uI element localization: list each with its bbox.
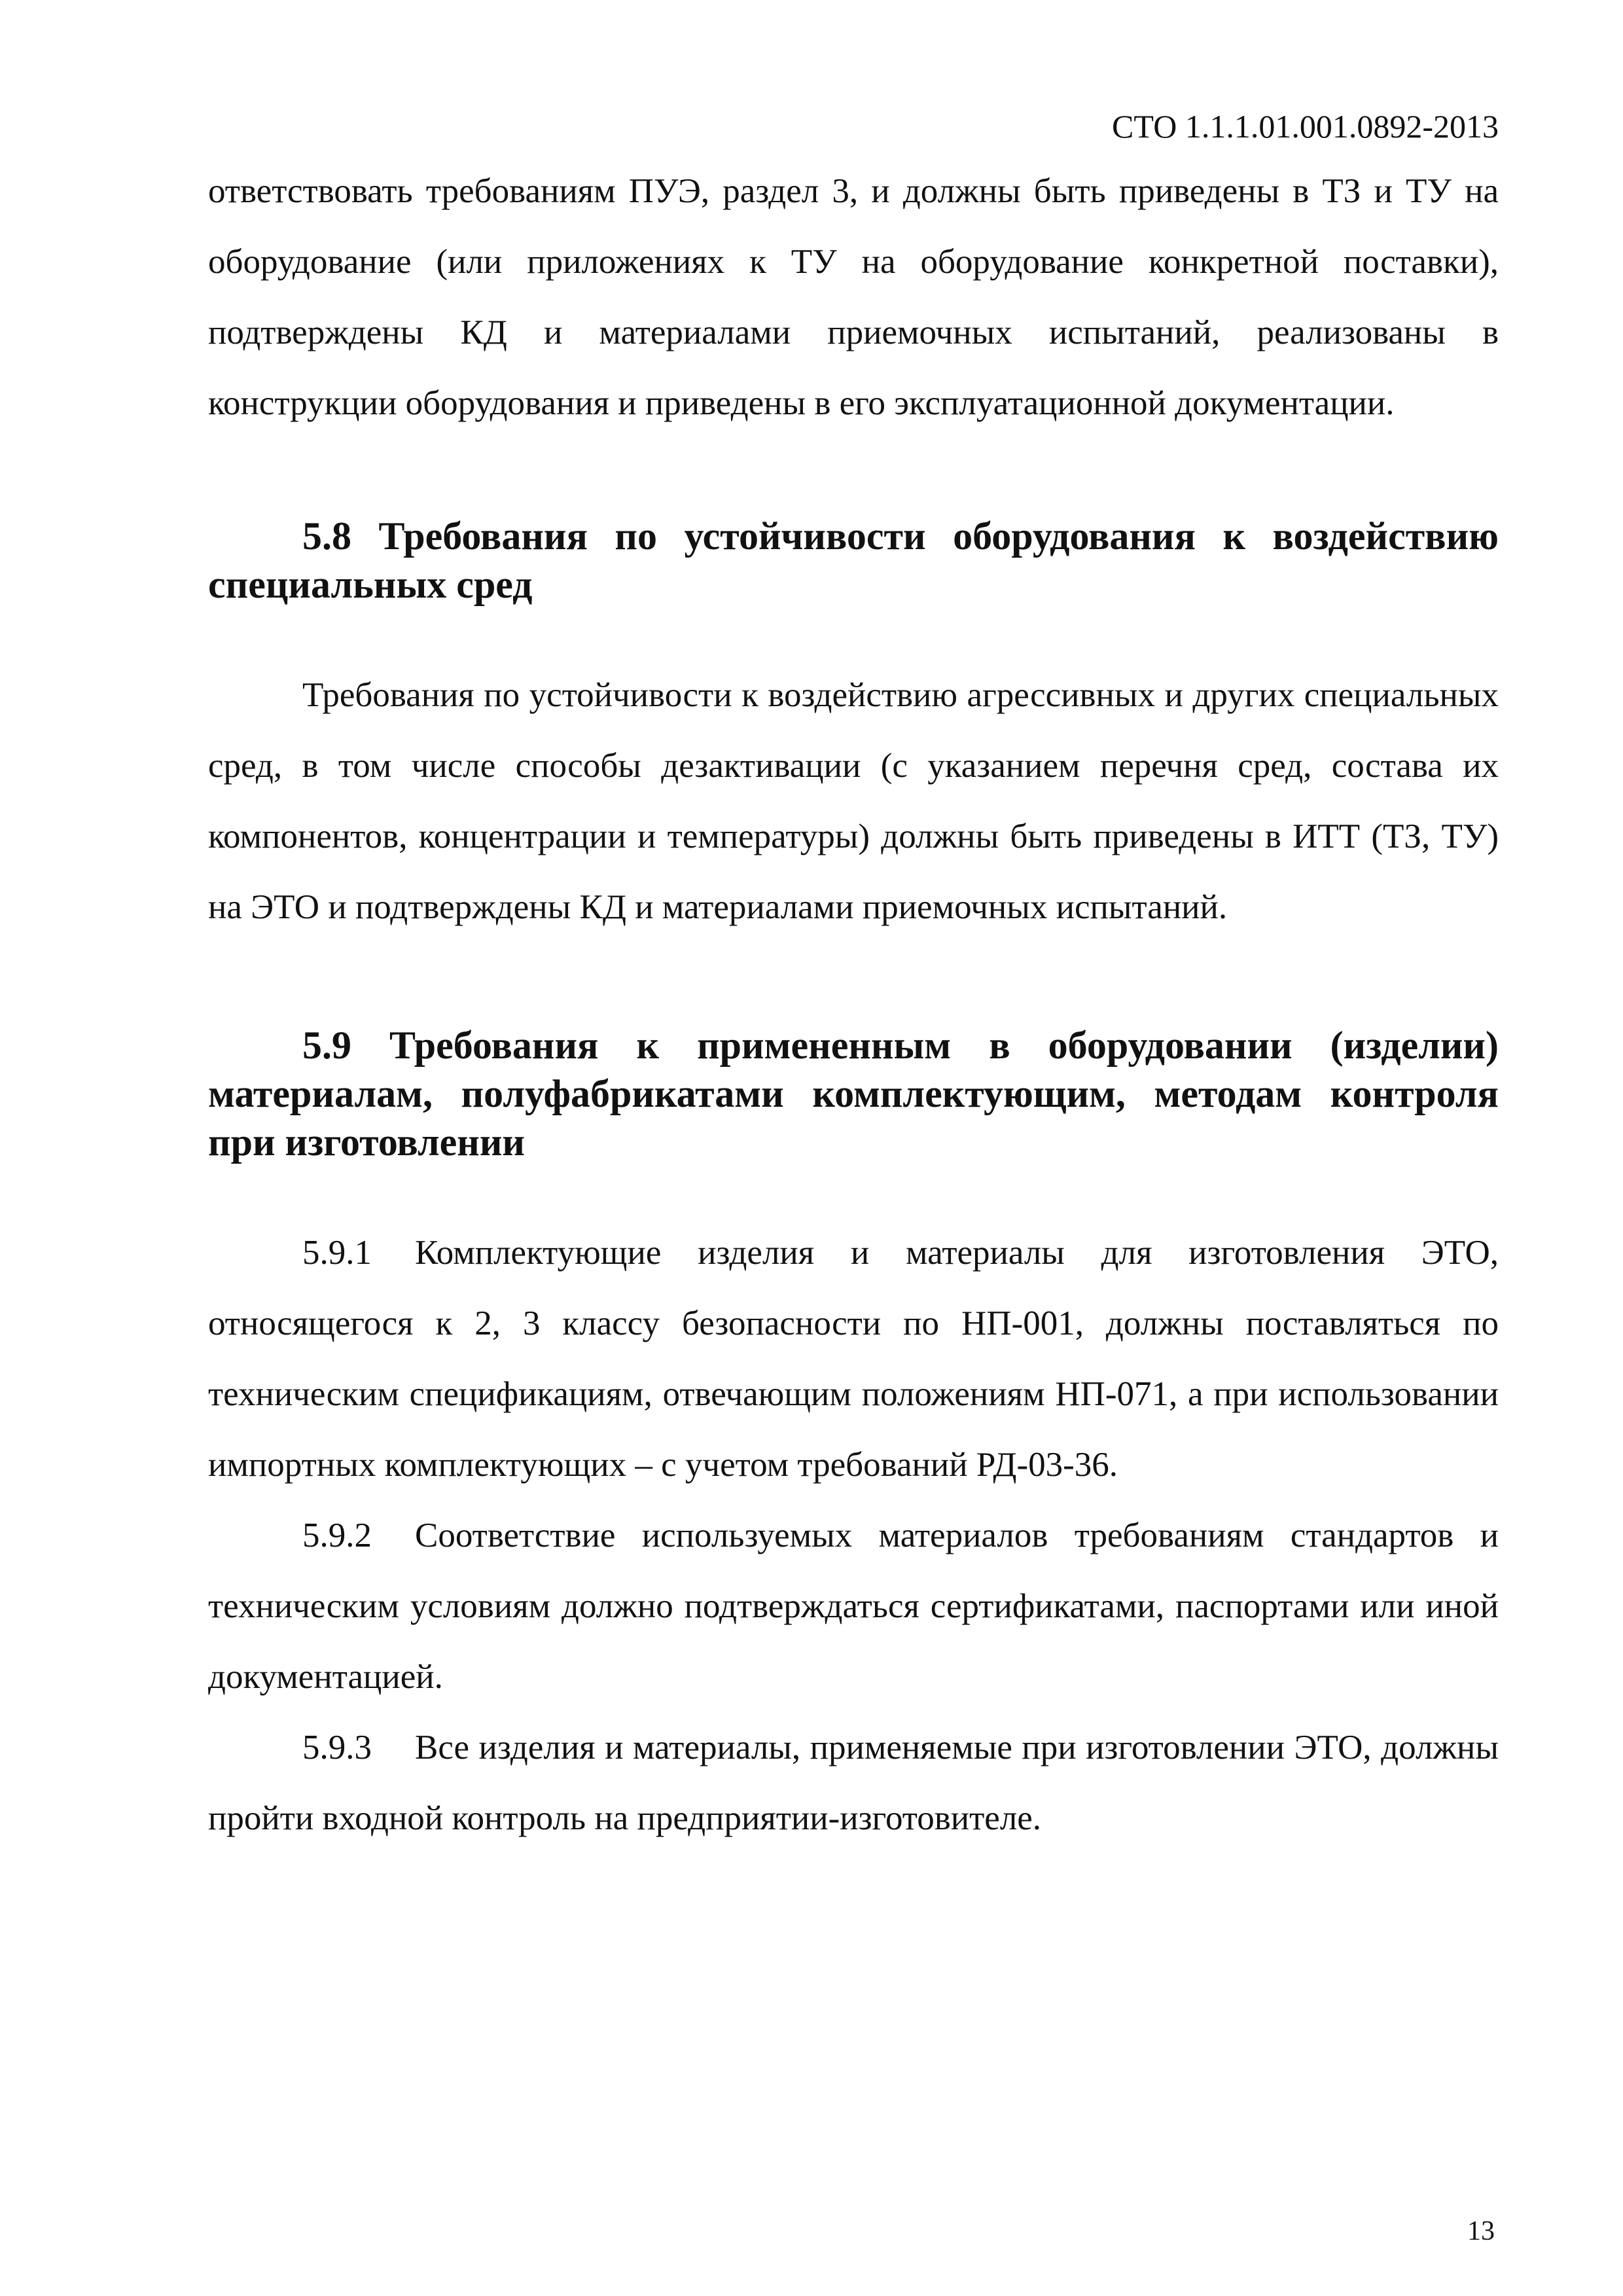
section-5-8-paragraph: Требования по устойчивости к воздействию агрессивных и других специальных сред, в том числе способы дезактивации (с указанием перечня сред, состава их компонентов, концентрации и температуры) должны быть приведены в ИТТ (ТЗ, ТУ) на ЭТО и подтверждены КД и материалами приемочных испытаний. [208, 676, 1499, 926]
clause-text: Соответствие используемых материалов требованиям стандартов и техническим условиям должно подтверждаться сертификатами, паспортами или иной документацией. [208, 1516, 1499, 1696]
page-number: 13 [1467, 2216, 1495, 2246]
clause-number: 5.9.1 [302, 1234, 372, 1272]
clause-text: Все изделия и материалы, применяемые при изготовлении ЭТО, должны пройти входной контроль на предприятии-изготовителе. [208, 1729, 1499, 1837]
document-code: СТО 1.1.1.01.001.0892-2013 [1112, 108, 1499, 145]
clause-5-9-1 [208, 1217, 1499, 1500]
clause-number: 5.9.3 [302, 1729, 372, 1767]
clause-number: 5.9.2 [302, 1516, 372, 1554]
clause-text: Комплектующие изделия и материалы для изготовления ЭТО, относящегося к 2, 3 классу безопасности по НП-001, должны поставляться по техническим спецификациям, отвечающим положениям НП-071, а при использовании импортных комплектующих – с учетом требований РД-03-36. [208, 1234, 1499, 1484]
section-5-8-heading: 5.8 Требования по устойчивости оборудования к воздействию специальных сред [208, 514, 1499, 606]
section-5-9-heading: 5.9 Требования к примененным в оборудовании (изделии) материалам, полуфабрикатами комплектующим, методам контроля при изготовлении [208, 1024, 1499, 1164]
page-content [208, 156, 1499, 1854]
intro-paragraph: ответствовать требованиям ПУЭ, раздел 3, и должны быть приведены в ТЗ и ТУ на оборудование (или приложениях к ТУ на оборудование конкретной поставки), подтверждены КД и материалами приемочных испытаний, реализованы в конструкции оборудования и приведены в его эксплуатационной документации. [208, 172, 1499, 422]
clause-5-9-2 [208, 1500, 1499, 1712]
clause-5-9-3 [208, 1712, 1499, 1854]
